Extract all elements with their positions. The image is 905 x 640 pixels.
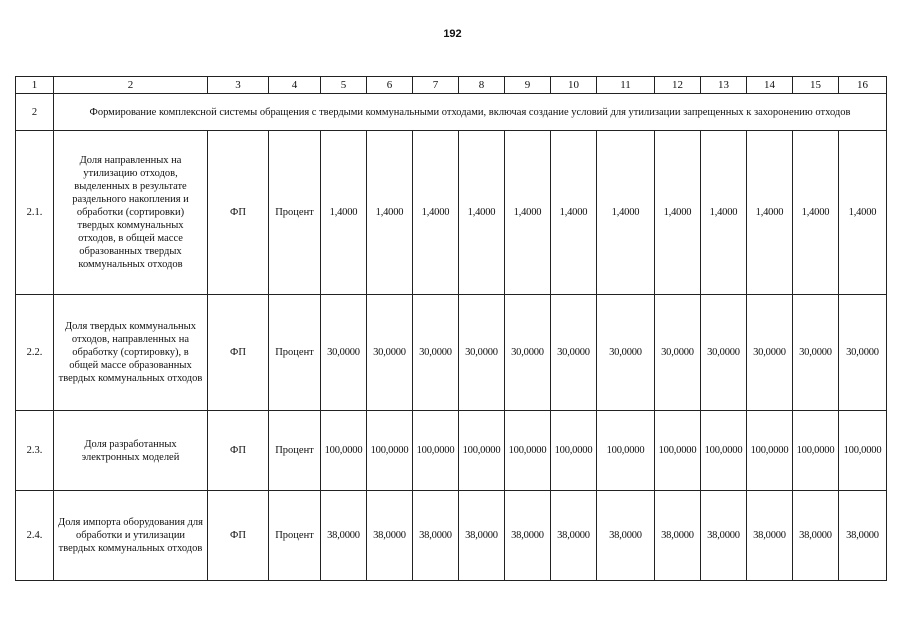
indicator-value: 30,0000	[793, 295, 839, 411]
indicator-value: 1,4000	[413, 131, 459, 295]
indicator-value: 100,0000	[551, 411, 597, 491]
indicator-value: 38,0000	[701, 491, 747, 581]
indicator-value: 38,0000	[655, 491, 701, 581]
indicator-value: 38,0000	[505, 491, 551, 581]
indicator-rows	[16, 131, 887, 581]
indicator-value: 100,0000	[321, 411, 367, 491]
indicator-value: 1,4000	[793, 131, 839, 295]
header-cell: 8	[459, 77, 505, 94]
indicator-number: 2.2.	[16, 295, 54, 411]
column-number-header	[16, 77, 887, 94]
indicator-value: 1,4000	[839, 131, 887, 295]
section-number: 2	[16, 94, 54, 131]
indicator-value: 100,0000	[701, 411, 747, 491]
section-title: Формирование комплексной системы обращения с твердыми коммунальными отходами, включая создание условий для утилизации запрещенных к захоронению отходов	[54, 94, 887, 131]
indicator-number: 2.1.	[16, 131, 54, 295]
indicator-unit: Процент	[269, 131, 321, 295]
indicator-value: 38,0000	[839, 491, 887, 581]
indicator-value: 38,0000	[367, 491, 413, 581]
indicator-value: 30,0000	[321, 295, 367, 411]
header-cell: 6	[367, 77, 413, 94]
indicator-source: ФП	[208, 491, 269, 581]
indicator-value: 30,0000	[551, 295, 597, 411]
header-cell: 14	[747, 77, 793, 94]
indicator-value: 100,0000	[413, 411, 459, 491]
indicator-value: 100,0000	[655, 411, 701, 491]
indicator-value: 30,0000	[597, 295, 655, 411]
indicator-value: 1,4000	[551, 131, 597, 295]
indicator-value: 38,0000	[551, 491, 597, 581]
indicator-value: 30,0000	[367, 295, 413, 411]
indicator-number: 2.4.	[16, 491, 54, 581]
section-row	[16, 94, 887, 131]
header-cell: 10	[551, 77, 597, 94]
table-row	[16, 411, 887, 491]
indicator-value: 38,0000	[597, 491, 655, 581]
header-cell: 12	[655, 77, 701, 94]
indicator-value: 1,4000	[459, 131, 505, 295]
header-cell: 13	[701, 77, 747, 94]
indicator-value: 1,4000	[505, 131, 551, 295]
indicator-value: 30,0000	[413, 295, 459, 411]
indicator-value: 30,0000	[655, 295, 701, 411]
header-cell: 7	[413, 77, 459, 94]
table-row	[16, 295, 887, 411]
header-cell: 2	[54, 77, 208, 94]
indicator-name: Доля импорта оборудования для обработки и утилизации твердых коммунальных отходов	[54, 491, 208, 581]
header-cell: 11	[597, 77, 655, 94]
indicator-name: Доля твердых коммунальных отходов, направленных на обработку (сортировку), в общей массе образованных твердых коммунальных отходов	[54, 295, 208, 411]
indicator-value: 100,0000	[793, 411, 839, 491]
header-cell: 15	[793, 77, 839, 94]
indicator-value: 100,0000	[459, 411, 505, 491]
indicator-value: 1,4000	[321, 131, 367, 295]
indicators-table	[15, 76, 887, 581]
header-cell: 3	[208, 77, 269, 94]
header-cell: 5	[321, 77, 367, 94]
indicator-name: Доля разработанных электронных моделей	[54, 411, 208, 491]
indicator-value: 100,0000	[505, 411, 551, 491]
indicator-value: 38,0000	[413, 491, 459, 581]
indicator-source: ФП	[208, 295, 269, 411]
page-number: 192	[443, 28, 462, 40]
indicator-unit: Процент	[269, 491, 321, 581]
indicator-value: 38,0000	[747, 491, 793, 581]
header-cell: 1	[16, 77, 54, 94]
header-cell: 9	[505, 77, 551, 94]
indicator-value: 1,4000	[701, 131, 747, 295]
indicator-value: 38,0000	[321, 491, 367, 581]
indicator-name: Доля направленных на утилизацию отходов, выделенных в результате раздельного накопления и обработки (сортировки) твердых коммунальных отходов, в общей массе образованных твердых коммунальных отходов	[54, 131, 208, 295]
indicator-value: 1,4000	[655, 131, 701, 295]
indicator-value: 30,0000	[701, 295, 747, 411]
indicator-value: 1,4000	[747, 131, 793, 295]
table-row	[16, 491, 887, 581]
indicator-source: ФП	[208, 411, 269, 491]
indicator-source: ФП	[208, 131, 269, 295]
indicator-value: 1,4000	[597, 131, 655, 295]
indicator-value: 100,0000	[597, 411, 655, 491]
indicator-unit: Процент	[269, 411, 321, 491]
indicator-unit: Процент	[269, 295, 321, 411]
indicator-value: 38,0000	[793, 491, 839, 581]
table-row	[16, 131, 887, 295]
indicator-value: 100,0000	[839, 411, 887, 491]
indicator-value: 30,0000	[459, 295, 505, 411]
header-cell: 16	[839, 77, 887, 94]
indicator-value: 100,0000	[367, 411, 413, 491]
indicator-value: 100,0000	[747, 411, 793, 491]
indicator-value: 30,0000	[839, 295, 887, 411]
indicator-value: 30,0000	[505, 295, 551, 411]
indicator-value: 38,0000	[459, 491, 505, 581]
indicator-value: 30,0000	[747, 295, 793, 411]
indicator-value: 1,4000	[367, 131, 413, 295]
indicator-number: 2.3.	[16, 411, 54, 491]
header-cell: 4	[269, 77, 321, 94]
